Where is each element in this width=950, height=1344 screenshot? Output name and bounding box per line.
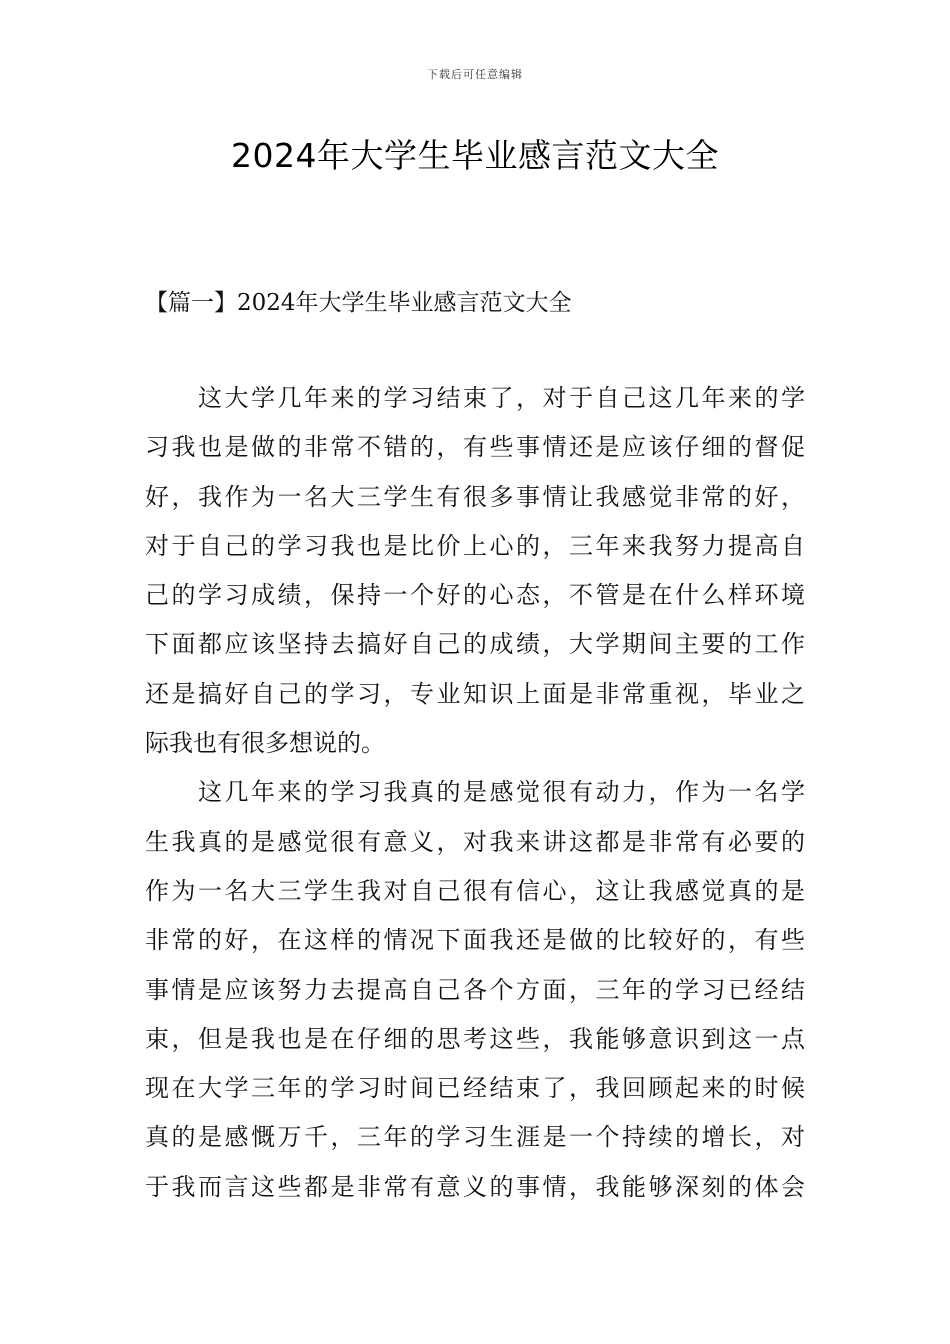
paragraph-line: 对于自己的学习我也是比价上心的，三年来我努力提高自 [145, 531, 805, 560]
paragraph-line: 束，但是我也是在仔细的思考这些，我能够意识到这一点 [145, 1024, 805, 1053]
paragraph-2 [145, 768, 805, 1212]
paragraph-line: 际我也有很多想说的。 [145, 729, 385, 758]
section-heading: 【篇一】2024年大学生毕业感言范文大全 [145, 290, 572, 316]
paragraph-line: 这大学几年来的学习结束了，对于自己这几年来的学 [145, 384, 805, 412]
paragraph-1 [145, 374, 805, 768]
paragraph-line: 这几年来的学习我真的是感觉很有动力，作为一名学 [145, 778, 805, 807]
paragraph-line: 现在大学三年的学习时间已经结束了，我回顾起来的时候 [145, 1074, 805, 1103]
paragraph-line: 事情是应该努力去提高自己各个方面，三年的学习已经结 [145, 975, 805, 1004]
paragraph-line: 于我而言这些都是非常有意义的事情，我能够深刻的体会 [145, 1172, 805, 1201]
body-text [145, 374, 805, 1212]
paragraph-line: 真的是感慨万千，三年的学习生涯是一个持续的增长，对 [145, 1123, 805, 1152]
paragraph-line: 还是搞好自己的学习，专业知识上面是非常重视，毕业之 [145, 679, 805, 708]
paragraph-line: 生我真的是感觉很有意义，对我来讲这都是非常有必要的 [145, 827, 805, 856]
paragraph-line: 作为一名大三学生我对自己很有信心，这让我感觉真的是 [145, 876, 805, 905]
paragraph-line: 习我也是做的非常不错的，有些事情还是应该仔细的督促 [145, 433, 805, 462]
paragraph-line: 好，我作为一名大三学生有很多事情让我感觉非常的好， [145, 482, 805, 511]
paragraph-line: 非常的好，在这样的情况下面我还是做的比较好的，有些 [145, 926, 805, 955]
paragraph-line: 下面都应该坚持去搞好自己的成绩，大学期间主要的工作 [145, 630, 805, 659]
document-title: 2024年大学生毕业感言范文大全 [231, 136, 719, 175]
paragraph-line: 己的学习成绩，保持一个好的心态，不管是在什么样环境 [145, 581, 805, 610]
header-note: 下载后可任意编辑 [427, 68, 523, 81]
